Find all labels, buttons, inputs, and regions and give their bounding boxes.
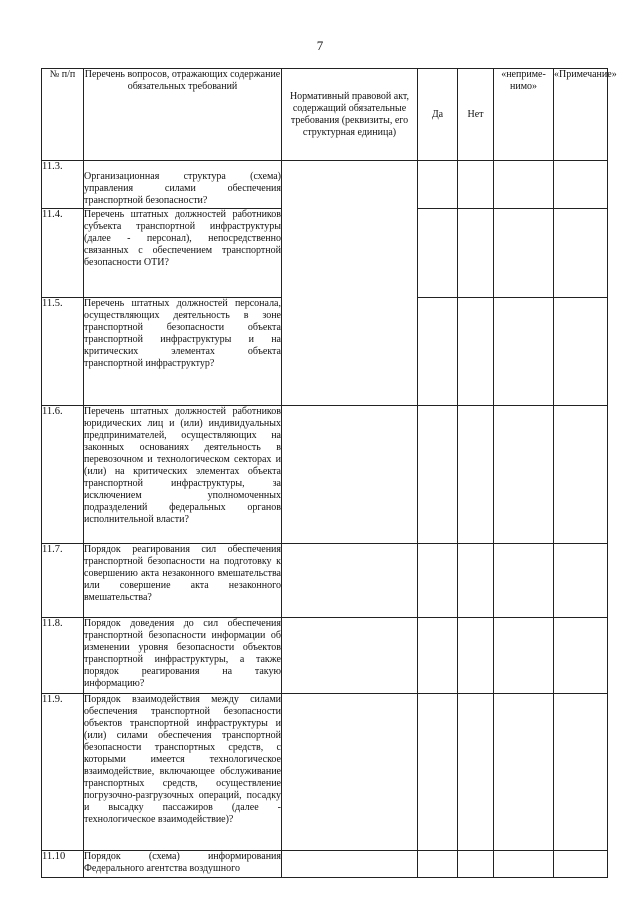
yes-cell[interactable] (418, 298, 458, 406)
no-cell[interactable] (458, 406, 494, 544)
row-number: 11.10 (42, 851, 84, 878)
note-cell[interactable] (554, 298, 608, 406)
no-cell[interactable] (458, 544, 494, 618)
row-question: Порядок взаимодействия между силами обеспечения транспортной безопасности объектов транспортной инфраструктуры и (или) силами обеспечения транспортной безопасности транспортных средств, с которыми имеется технологическое взаимодействие, включающее обслуживание транспортных средств, осуществление погрузочно-разгрузочных операций, посадку и высадку пассажиров (далее - технологическое взаимодействие)? (84, 694, 282, 851)
no-cell[interactable] (458, 209, 494, 298)
header-row (42, 69, 608, 161)
header-no: Нет (458, 69, 494, 161)
table-row (42, 618, 608, 694)
no-cell[interactable] (458, 161, 494, 209)
table-row (42, 544, 608, 618)
normative-act-cell (282, 851, 418, 878)
row-number: 11.3. (42, 161, 84, 209)
yes-cell[interactable] (418, 618, 458, 694)
yes-cell[interactable] (418, 851, 458, 878)
not-applicable-cell[interactable] (494, 544, 554, 618)
not-applicable-cell[interactable] (494, 851, 554, 878)
row-number: 11.7. (42, 544, 84, 618)
header-note: «Примечание» (554, 69, 608, 161)
table-row (42, 851, 608, 878)
checklist-table (41, 68, 617, 878)
header-not-applicable: «неприме-нимо» (494, 69, 554, 161)
row-question: Организационная структура (схема) управления силами обеспечения транспортной безопасности? (84, 161, 282, 209)
row-question: Перечень штатных должностей работников юридических лиц и (или) индивидуальных предпринимателей, осуществляющих на законных основаниях деятельность в перевозочном и технологическом секторах и (или) на критических элементах объекта транспортной инфраструктуры, за исключением уполномоченных подразделений федеральных органов исполнительной власти? (84, 406, 282, 544)
note-cell[interactable] (554, 209, 608, 298)
yes-cell[interactable] (418, 209, 458, 298)
yes-cell[interactable] (418, 544, 458, 618)
row-question: Порядок доведения до сил обеспечения транспортной безопасности информации об изменении уровня безопасности объектов транспортной инфраструктуры, а также порядок реагирования на такую информацию? (84, 618, 282, 694)
header-question: Перечень вопросов, отражающих содержание обязательных требований (84, 69, 282, 161)
note-cell[interactable] (554, 161, 608, 209)
note-cell[interactable] (554, 618, 608, 694)
row-question: Порядок реагирования сил обеспечения транспортной безопасности на подготовку к совершению акта незаконного вмешательства или совершение акта незаконного вмешательства? (84, 544, 282, 618)
not-applicable-cell[interactable] (494, 161, 554, 209)
note-cell[interactable] (554, 694, 608, 851)
header-normative-act: Нормативный правовой акт, содержащий обязательные требования (реквизиты, его структурная единица) (282, 69, 418, 161)
row-number: 11.6. (42, 406, 84, 544)
note-cell[interactable] (554, 544, 608, 618)
no-cell[interactable] (458, 618, 494, 694)
table-row (42, 406, 608, 544)
no-cell[interactable] (458, 298, 494, 406)
row-number: 11.5. (42, 298, 84, 406)
yes-cell[interactable] (418, 406, 458, 544)
not-applicable-cell[interactable] (494, 298, 554, 406)
normative-act-cell (282, 694, 418, 851)
row-question: Перечень штатных должностей работников субъекта транспортной инфраструктуры (далее - персонал), непосредственно связанных с обеспечением транспортной безопасности ОТИ? (84, 209, 282, 298)
row-number: 11.4. (42, 209, 84, 298)
yes-cell[interactable] (418, 161, 458, 209)
table-row (42, 161, 608, 209)
not-applicable-cell[interactable] (494, 694, 554, 851)
no-cell[interactable] (458, 694, 494, 851)
not-applicable-cell[interactable] (494, 406, 554, 544)
yes-cell[interactable] (418, 694, 458, 851)
no-cell[interactable] (458, 851, 494, 878)
row-number: 11.8. (42, 618, 84, 694)
table-row (42, 694, 608, 851)
not-applicable-cell[interactable] (494, 618, 554, 694)
note-cell[interactable] (554, 406, 608, 544)
normative-act-cell (282, 618, 418, 694)
normative-act-cell (282, 406, 418, 544)
header-num: № п/п (42, 69, 84, 161)
row-question: Порядок (схема) информирования Федерального агентства воздушного (84, 851, 282, 878)
row-question: Перечень штатных должностей персонала, осуществляющих деятельность в зоне транспортной безопасности объекта транспортной инфраструктуры и на критических элементах объекта транспортной инфраструктур? (84, 298, 282, 406)
header-yes: Да (418, 69, 458, 161)
row-number: 11.9. (42, 694, 84, 851)
normative-act-cell (282, 161, 418, 406)
normative-act-cell (282, 544, 418, 618)
page-number: 7 (316, 38, 324, 53)
note-cell[interactable] (554, 851, 608, 878)
not-applicable-cell[interactable] (494, 209, 554, 298)
